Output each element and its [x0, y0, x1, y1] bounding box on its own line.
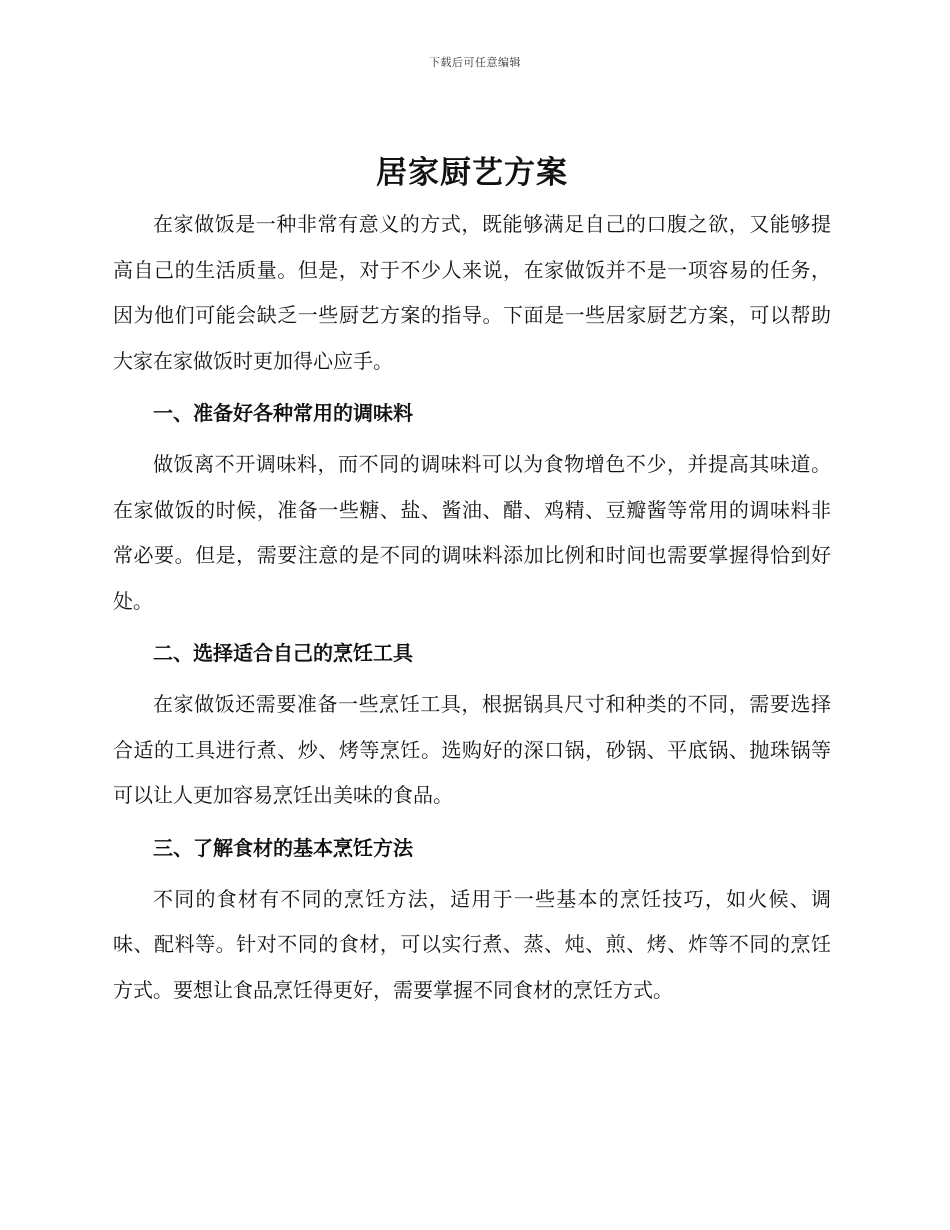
section-body-1: 做饭离不开调味料，而不同的调味料可以为食物增色不少，并提高其味道。在家做饭的时候，准备一些糖、盐、酱油、醋、鸡精、豆瓣酱等常用的调味料非常必要。但是，需要注意的是不同的调味料添加比例和时间也需要掌握得恰到好处。: [113, 452, 831, 613]
section-heading-1: 一、准备好各种常用的调味料: [153, 401, 413, 425]
intro-paragraph: 在家做饭是一种非常有意义的方式，既能够满足自己的口腹之欲，又能够提高自己的生活质量。但是，对于不少人来说，在家做饭并不是一项容易的任务，因为他们可能会缺乏一些厨艺方案的指导。下面是一些居家厨艺方案，可以帮助大家在家做饭时更加得心应手。: [113, 212, 831, 373]
section-heading-2: 二、选择适合自己的烹饪工具: [153, 641, 413, 665]
document-body: [113, 150, 831, 1013]
header-note: 下载后可任意编辑: [429, 56, 521, 69]
section-heading-3: 三、了解食材的基本烹饪方法: [153, 835, 413, 860]
section-body-2: 在家做饭还需要准备一些烹饪工具，根据锅具尺寸和种类的不同，需要选择合适的工具进行煮、炒、烤等烹饪。选购好的深口锅，砂锅、平底锅、抛珠锅等可以让人更加容易烹饪出美味的食品。: [113, 692, 831, 807]
section-body-3: 不同的食材有不同的烹饪方法，适用于一些基本的烹饪技巧，如火候、调味、配料等。针对不同的食材，可以实行煮、蒸、炖、煎、烤、炸等不同的烹饪方式。要想让食品烹饪得更好，需要掌握不同食材的烹饪方式。: [113, 886, 831, 1002]
document-title: 居家厨艺方案: [376, 155, 568, 191]
